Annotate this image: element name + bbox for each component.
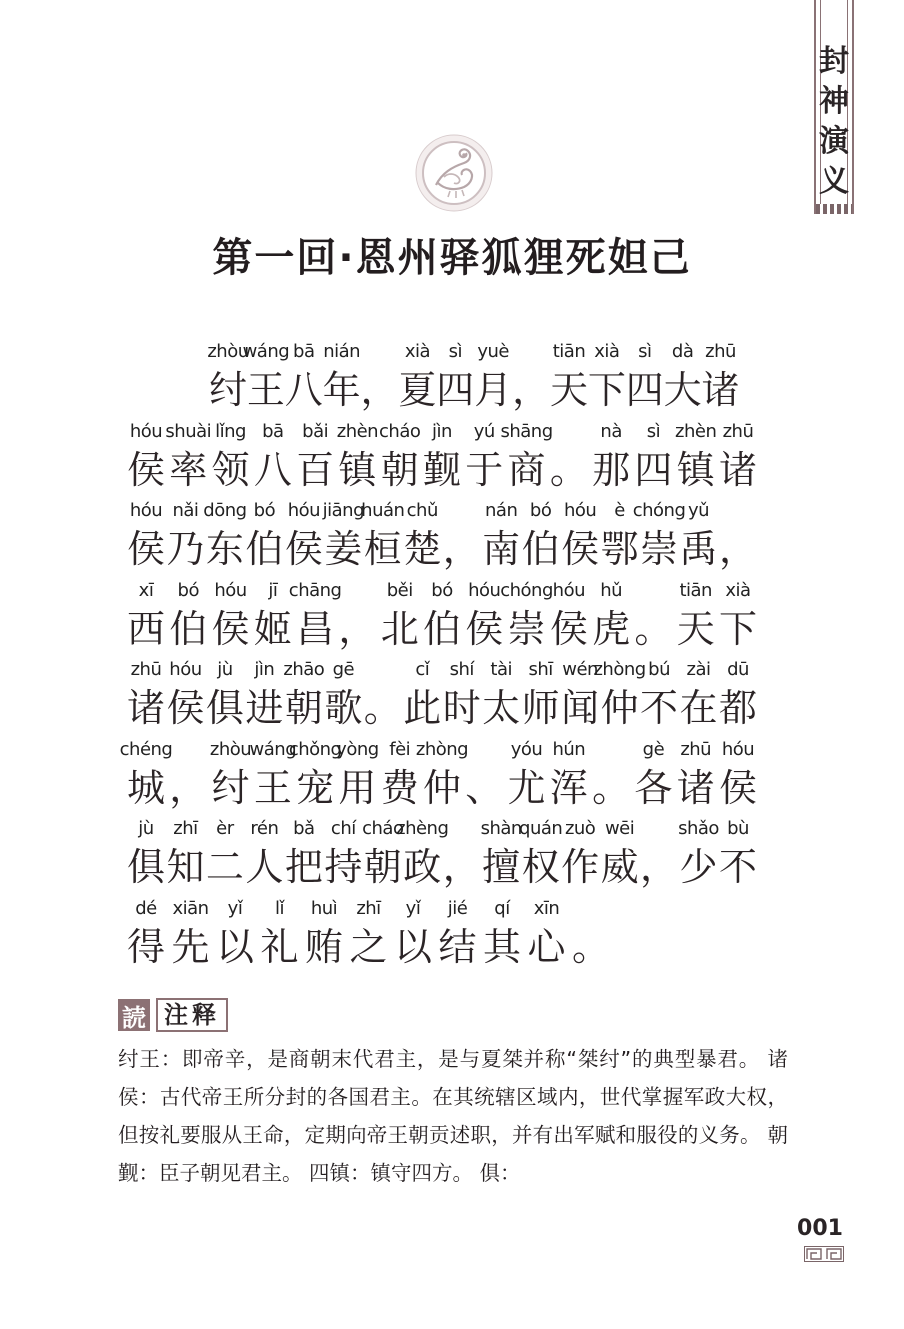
hanzi: 人: [245, 845, 284, 889]
hanzi: 朝: [363, 845, 402, 889]
text-line: [118, 656, 784, 736]
hanzi: 于: [465, 447, 504, 492]
hanzi: 尤: [507, 765, 546, 810]
side-tab-char: 神: [819, 84, 849, 119]
pinyin: yòng: [336, 738, 379, 760]
hanzi: 用: [338, 765, 377, 810]
pinyin: xià: [404, 341, 431, 362]
hanzi: ，: [512, 368, 551, 412]
pinyin: huán: [361, 500, 405, 521]
hanzi: ，: [169, 765, 208, 810]
hanzi: 擅: [482, 845, 521, 889]
pinyin: wáng: [249, 738, 297, 760]
hanzi: 先: [171, 924, 210, 969]
pinyin: tiān: [679, 579, 712, 601]
hanzi: 进: [245, 686, 284, 730]
hanzi: 太: [482, 686, 521, 730]
hanzi: 浑: [549, 765, 588, 810]
hanzi: 禹: [679, 527, 718, 571]
side-tab-ornament: [816, 204, 852, 214]
hanzi: 鄂: [600, 527, 639, 571]
pinyin: lǐ: [274, 897, 284, 919]
annotation-label: 注释: [156, 998, 228, 1032]
pinyin: hún: [552, 738, 586, 760]
hanzi: 月: [474, 368, 513, 412]
hanzi: 。: [363, 686, 402, 730]
punctuation: [554, 895, 628, 971]
hanzi: 姜: [324, 527, 363, 571]
hanzi: 天: [676, 606, 715, 651]
chapter-title: 第一回·恩州驿狐狸死妲己: [212, 235, 692, 281]
hanzi: 结: [438, 924, 477, 969]
pinyin: jìn: [432, 420, 452, 442]
hanzi: 虎: [592, 606, 631, 651]
pinyin: chí: [330, 818, 356, 839]
hanzi: 四: [634, 447, 673, 492]
pinyin: zhāo: [283, 659, 325, 680]
ruby-char: [684, 338, 758, 414]
pinyin: xià: [594, 341, 620, 362]
pinyin: dé: [135, 897, 157, 919]
page-number: 001: [797, 1216, 843, 1241]
pinyin: chóng: [500, 579, 553, 601]
hanzi: 城: [126, 765, 165, 810]
hanzi: 侯: [561, 527, 600, 571]
pinyin: tiān: [552, 341, 586, 362]
hanzi: 知: [166, 845, 205, 889]
hanzi: 宠: [296, 765, 335, 810]
pinyin: shí: [449, 659, 474, 680]
pinyin: bú: [648, 659, 670, 680]
text-line: [118, 895, 784, 975]
pinyin: hóu: [721, 738, 755, 760]
hanzi: 下: [718, 606, 757, 651]
hanzi: 费: [380, 765, 419, 810]
hanzi: 此: [403, 686, 442, 730]
pinyin: bā: [293, 341, 315, 362]
pinyin: nán: [485, 500, 518, 521]
hanzi: 楚: [403, 527, 442, 571]
hanzi: 不: [718, 845, 757, 889]
pinyin: yuè: [477, 341, 510, 362]
hanzi: 以: [215, 924, 254, 969]
pinyin: cǐ: [415, 659, 430, 680]
pinyin: quán: [519, 818, 563, 839]
pinyin: [554, 895, 628, 923]
hanzi: ，: [640, 845, 679, 889]
hanzi: 之: [349, 924, 388, 969]
hanzi: 王: [253, 765, 292, 810]
hanzi: 。: [592, 765, 631, 810]
pinyin: yǐ: [227, 897, 243, 919]
hanzi: 伯: [521, 527, 560, 571]
hanzi: 桓: [363, 527, 402, 571]
pinyin: jiāng: [322, 500, 365, 521]
hanzi: 。: [634, 606, 673, 651]
hanzi: 俱: [205, 686, 244, 730]
pinyin: yǐ: [405, 897, 421, 919]
pinyin: chǒng: [288, 738, 342, 760]
hanzi: 权: [521, 845, 560, 889]
hanzi: 四: [436, 368, 475, 412]
text-line: [118, 736, 784, 816]
hanzi: 侯: [718, 765, 757, 810]
hanzi: 领: [211, 447, 250, 492]
hanzi: 侯: [549, 606, 588, 651]
pinyin: jī: [268, 579, 278, 601]
hanzi: 得: [126, 924, 165, 969]
pinyin: yóu: [510, 738, 543, 760]
hanzi: 侯: [284, 527, 323, 571]
hanzi: 少: [679, 845, 718, 889]
hanzi: 侯: [126, 527, 165, 571]
hanzi: 王: [246, 368, 285, 412]
pinyin: hóu: [214, 579, 247, 601]
pinyin: zhòu: [207, 341, 249, 362]
side-tab-char: 演: [819, 124, 849, 159]
pinyin: shǎo: [678, 818, 719, 839]
pinyin: chóng: [632, 500, 686, 521]
pinyin: bó: [253, 500, 276, 521]
hanzi: 那: [592, 447, 631, 492]
pinyin: xiān: [172, 897, 209, 919]
hanzi: 八: [253, 447, 292, 492]
pinyin: fèi: [389, 738, 411, 760]
hanzi: 年: [322, 368, 361, 412]
ruby-char: [701, 418, 775, 494]
text-line: [118, 577, 784, 657]
hanzi: 天: [549, 368, 588, 412]
hanzi: 各: [634, 765, 673, 810]
pinyin: xī: [138, 579, 154, 601]
pinyin: wáng: [242, 341, 290, 362]
hanzi: 其: [482, 924, 521, 969]
pinyin: xià: [725, 579, 751, 601]
annotation-text: 纣王：即帝辛，是商朝末代君主，是与夏桀并称“桀纣”的典型暴君。 诸侯：古代帝王所分封的各国君主。在其统辖区域内，世代掌握军政大权，但按礼要服从王命，定期向帝王朝贡述职，并有出军赋和服役的义务。 朝觐：臣子朝见君主。 四镇：镇守四方。 俱：: [118, 1047, 788, 1185]
pinyin: shuài: [165, 420, 212, 442]
pinyin: běi: [386, 579, 413, 601]
pinyin: hóu: [552, 579, 586, 601]
pinyin: jié: [447, 897, 468, 919]
pinyin: hóu: [563, 500, 597, 521]
hanzi: 侯: [211, 606, 250, 651]
pinyin: bǎi: [302, 420, 329, 442]
pinyin: lǐng: [215, 420, 246, 442]
phoenix-roundel-icon: [414, 133, 494, 213]
hanzi: ，: [360, 368, 399, 412]
pinyin: nián: [323, 341, 361, 362]
hanzi: 夏: [398, 368, 437, 412]
hanzi: 诸: [718, 447, 757, 492]
side-tab: [814, 0, 854, 214]
pinyin: sì: [638, 341, 652, 362]
pinyin: chǔ: [406, 500, 438, 521]
hanzi: 朝: [284, 686, 323, 730]
pinyin: dà: [671, 341, 694, 362]
hanzi: 下: [587, 368, 626, 412]
side-tab-title: [820, 0, 848, 208]
pinyin: bǎ: [293, 818, 315, 839]
hanzi: 大: [663, 368, 702, 412]
hanzi: 师: [521, 686, 560, 730]
hanzi: 伯: [169, 606, 208, 651]
pinyin: zhèn: [336, 420, 379, 442]
hanzi: ，: [338, 606, 377, 651]
text-line: [118, 338, 784, 418]
hanzi: 乃: [166, 527, 205, 571]
hanzi: 在: [679, 686, 718, 730]
pinyin: hóu: [129, 500, 163, 521]
pinyin: zhòng: [593, 659, 646, 680]
hanzi: 南: [482, 527, 521, 571]
pinyin: xīn: [533, 897, 560, 919]
hanzi: 俱: [126, 845, 165, 889]
pinyin: shī: [528, 659, 553, 680]
pinyin: bù: [727, 818, 749, 839]
pinyin: bó: [431, 579, 453, 601]
hanzi: 东: [205, 527, 244, 571]
pinyin: chéng: [119, 738, 173, 760]
pinyin: cháo: [362, 818, 404, 839]
text-line: [118, 418, 784, 498]
pinyin: zhū: [680, 738, 712, 760]
hanzi: 都: [718, 686, 757, 730]
pinyin: shàn: [480, 818, 522, 839]
hanzi: 作: [561, 845, 600, 889]
hanzi: 。: [549, 447, 588, 492]
pinyin: [701, 497, 775, 525]
pinyin: bó: [177, 579, 199, 601]
hanzi: 商: [507, 447, 546, 492]
pinyin: jù: [138, 818, 154, 839]
pinyin: èr: [216, 818, 234, 839]
hanzi: 闻: [561, 686, 600, 730]
hanzi: 伯: [245, 527, 284, 571]
pinyin: tài: [490, 659, 512, 680]
hanzi: 侯: [166, 686, 205, 730]
hanzi: 贿: [304, 924, 343, 969]
hanzi: 百: [296, 447, 335, 492]
read-badge-icon: 読: [118, 999, 150, 1031]
hanzi: 西: [126, 606, 165, 651]
hanzi: 镇: [676, 447, 715, 492]
ruby-char: [701, 656, 775, 732]
annotation-header: [118, 998, 228, 1032]
pinyin: shāng: [500, 420, 553, 442]
pinyin: rén: [250, 818, 279, 839]
hanzi: 八: [284, 368, 323, 412]
hanzi: 诸: [676, 765, 715, 810]
hanzi: 崇: [640, 527, 679, 571]
pinyin: hóu: [468, 579, 501, 601]
hanzi: 侯: [126, 447, 165, 492]
punctuation: [701, 497, 775, 573]
pinyin: bā: [262, 420, 284, 442]
pinyin: huì: [310, 897, 338, 919]
hanzi: 崇: [507, 606, 546, 651]
text-line: [118, 497, 784, 577]
hanzi: 四: [625, 368, 664, 412]
hanzi: 昌: [296, 606, 335, 651]
hanzi: 仲: [422, 765, 461, 810]
hanzi: 心: [527, 924, 566, 969]
pinyin: dū: [727, 659, 749, 680]
hanzi: 威: [600, 845, 639, 889]
hanzi: 纣: [211, 765, 250, 810]
hanzi: 以: [393, 924, 432, 969]
hanzi: 觐: [422, 447, 461, 492]
pinyin: zài: [686, 659, 711, 680]
pinyin: zhū: [705, 341, 736, 362]
side-tab-char: 义: [819, 164, 849, 199]
pinyin: yú: [473, 420, 495, 442]
hanzi: 不: [640, 686, 679, 730]
pinyin: zhū: [130, 659, 162, 680]
ruby-char: [701, 736, 775, 812]
hanzi: ，: [442, 845, 481, 889]
side-tab-char: 封: [819, 44, 849, 79]
pinyin: jù: [217, 659, 233, 680]
pinyin: hóu: [287, 500, 321, 521]
hanzi: 侯: [465, 606, 504, 651]
pinyin: zhèn: [675, 420, 717, 442]
hanzi: 纣: [208, 368, 247, 412]
hanzi: 时: [442, 686, 481, 730]
hanzi: 诸: [126, 686, 165, 730]
pinyin: zhèng: [396, 818, 449, 839]
hanzi: 、: [465, 765, 504, 810]
fret-ornament-icon: [804, 1246, 844, 1262]
pinyin: gē: [332, 659, 355, 680]
pinyin: qí: [494, 897, 510, 919]
pinyin: zhī: [356, 897, 381, 919]
pinyin: yǔ: [688, 500, 710, 521]
text-line: [118, 815, 784, 895]
pinyin: jìn: [254, 659, 275, 680]
hanzi: 率: [169, 447, 208, 492]
pinyin: chāng: [288, 579, 342, 601]
pinyin: gè: [642, 738, 665, 760]
ruby-char: [701, 577, 775, 653]
hanzi: 。: [571, 924, 610, 969]
pinyin: zhī: [173, 818, 198, 839]
pinyin: è: [614, 500, 625, 521]
hanzi: ，: [442, 527, 481, 571]
pinyin: dōng: [203, 500, 247, 521]
pinyin: hóu: [169, 659, 202, 680]
pinyin: zuò: [564, 818, 596, 839]
hanzi: ，: [718, 527, 757, 571]
pinyin: cháo: [379, 420, 421, 442]
pinyin: zhòu: [209, 738, 252, 760]
hanzi: 把: [284, 845, 323, 889]
hanzi: 礼: [260, 924, 299, 969]
pinyin: wēi: [604, 818, 635, 839]
hanzi: 二: [205, 845, 244, 889]
hanzi: 政: [403, 845, 442, 889]
hanzi: 持: [324, 845, 363, 889]
pinyin: sì: [646, 420, 661, 442]
hanzi: 姬: [253, 606, 292, 651]
pinyin: zhū: [722, 420, 754, 442]
pinyin: hǔ: [600, 579, 623, 601]
hanzi: 朝: [380, 447, 419, 492]
hanzi: 镇: [338, 447, 377, 492]
pinyin: hóu: [129, 420, 163, 442]
hanzi: 北: [380, 606, 419, 651]
pinyin: nà: [600, 420, 622, 442]
pinyin: sì: [448, 341, 462, 362]
hanzi: 伯: [422, 606, 461, 651]
pinyin: zhòng: [415, 738, 469, 760]
hanzi: 诸: [701, 368, 740, 412]
pinyin: wén: [562, 659, 598, 680]
hanzi: 歌: [324, 686, 363, 730]
ruby-char: [701, 815, 775, 891]
pinyin: bó: [529, 500, 552, 521]
pinyin: nǎi: [172, 500, 199, 521]
hanzi: 仲: [600, 686, 639, 730]
